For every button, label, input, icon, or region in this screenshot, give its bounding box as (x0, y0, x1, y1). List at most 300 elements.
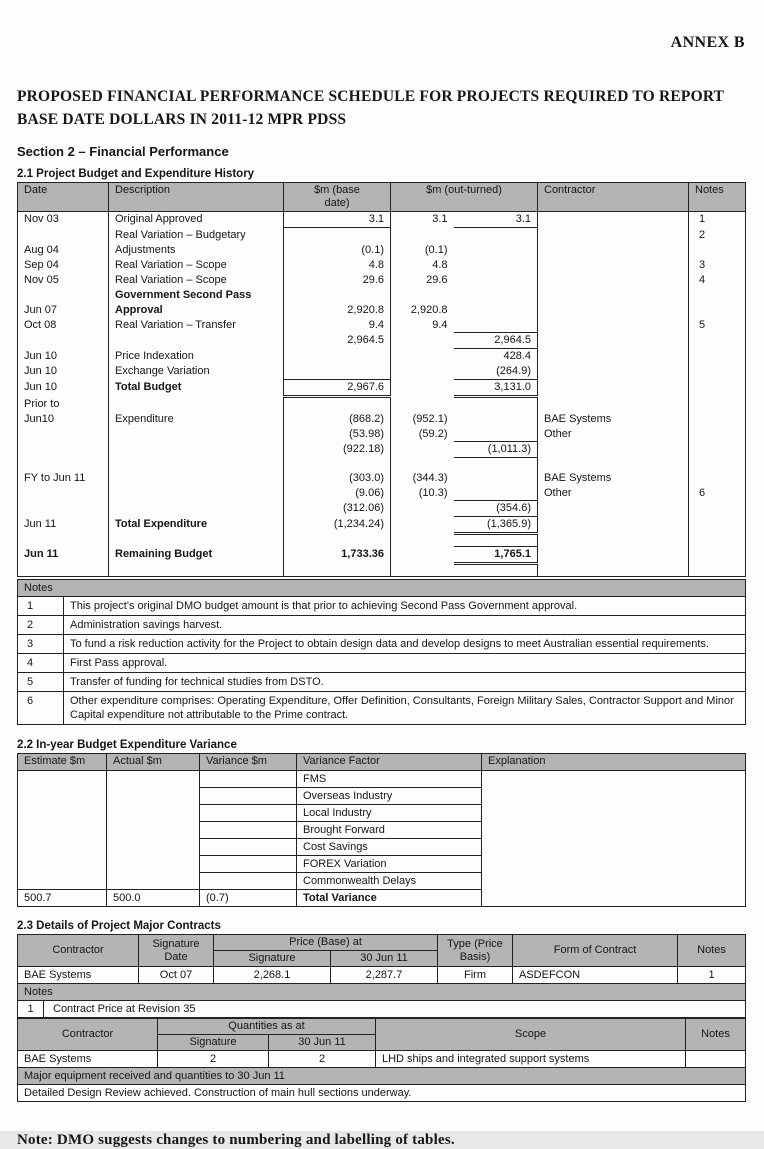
variance-value-cell (200, 839, 297, 856)
budget-history-cell (689, 412, 746, 427)
budget-history-cell (538, 288, 689, 303)
column-header-explanation: Explanation (482, 754, 746, 771)
cell-type: Firm (438, 967, 513, 984)
budget-history-cell (391, 564, 454, 577)
budget-history-row (18, 303, 746, 318)
contracts-price-data-row (18, 967, 746, 984)
budget-history-cell (109, 442, 284, 458)
budget-note-row (18, 635, 746, 654)
budget-history-cell (689, 471, 746, 486)
budget-history-cell (284, 534, 391, 547)
budget-history-cell: FY to Jun 11 (18, 471, 109, 486)
budget-history-row (18, 258, 746, 273)
budget-history-cell (109, 501, 284, 517)
contracts-note-row (18, 1001, 746, 1018)
budget-history-cell: 9.4 (432, 318, 448, 331)
budget-history-cell: Total Budget (109, 380, 284, 397)
budget-history-cell: Other (538, 427, 689, 442)
budget-history-cell: BAE Systems (538, 471, 689, 486)
budget-history-table (17, 182, 746, 577)
notes-band-label: Notes (18, 580, 746, 597)
budget-history-cell: Aug 04 (18, 243, 109, 258)
column-header-out-turned: $m (out-turned) (391, 183, 538, 212)
budget-note-text: Transfer of funding for technical studies from DSTO. (64, 673, 746, 692)
budget-history-cell (689, 547, 746, 564)
budget-history-cell (538, 333, 689, 349)
total-actual-cell: 500.0 (107, 890, 200, 907)
budget-history-cell (18, 427, 109, 442)
budget-history-cell (454, 458, 538, 471)
budget-history-cell: Jun 11 (18, 517, 109, 534)
budget-history-cell: Adjustments (109, 243, 284, 258)
budget-note-text: Administration savings harvest. (64, 616, 746, 635)
contract-note-text: Contract Price at Revision 35 (53, 1003, 196, 1015)
cell-signature-date: Oct 07 (139, 967, 214, 984)
sub-header-30jun11: 30 Jun 11 (331, 951, 438, 967)
budget-history-cell (454, 243, 538, 258)
budget-history-cell: 1,733.36 (284, 547, 391, 564)
budget-note-text: To fund a risk reduction activity for the Project to obtain design data and develop designs to meet Australian essential requirements. (64, 635, 746, 654)
budget-history-cell: (1,365.9) (454, 517, 538, 534)
budget-history-cell: 4 (699, 273, 706, 286)
quantities-header-row1 (18, 1019, 746, 1035)
budget-note-row (18, 692, 746, 725)
budget-history-cell (109, 471, 284, 486)
budget-history-cell (284, 364, 391, 380)
budget-history-cell (689, 380, 746, 397)
explanation-cell (482, 771, 746, 907)
variance-factor-cell: Commonwealth Delays (297, 873, 482, 890)
variance-factor-cell: FMS (297, 771, 482, 788)
budget-history-cell: Prior to (18, 397, 109, 412)
contracts-notes-band-label: Notes (18, 984, 746, 1001)
budget-history-cell (454, 273, 538, 288)
budget-history-row (18, 380, 746, 397)
sub-header-30jun11: 30 Jun 11 (269, 1035, 376, 1051)
budget-history-cell (109, 458, 284, 471)
budget-note-row (18, 616, 746, 635)
budget-history-cell (18, 486, 109, 501)
cell-scope: LHD ships and integrated support systems (376, 1051, 686, 1068)
notes-band-row (18, 580, 746, 597)
budget-history-cell (109, 427, 284, 442)
budget-history-cell: Other (538, 486, 689, 501)
variance-factor-cell: Cost Savings (297, 839, 482, 856)
budget-history-cell (18, 534, 109, 547)
budget-history-cell: (868.2) (284, 412, 391, 427)
budget-history-cell (109, 486, 284, 501)
budget-history-cell: 9.4 (284, 318, 391, 333)
budget-history-cell: Real Variation – Scope (109, 258, 284, 273)
budget-history-cell (284, 397, 391, 412)
budget-history-cell (391, 442, 454, 458)
budget-history-cell: 1 (699, 213, 706, 225)
budget-history-heading: 2.1 Project Budget and Expenditure History (17, 168, 255, 180)
major-equipment-detail-row (18, 1085, 746, 1102)
column-header-scope: Scope (376, 1019, 686, 1051)
total-estimate-cell: 500.7 (18, 890, 107, 907)
column-header-base-date: $m (base date) (284, 183, 391, 212)
section-heading: Section 2 – Financial Performance (17, 144, 229, 159)
column-header-contractor: Contractor (18, 1019, 158, 1051)
column-header-notes: Notes (689, 183, 746, 212)
budget-history-cell (18, 442, 109, 458)
budget-history-cell: (952.1) (412, 412, 448, 425)
budget-history-cell: 6 (699, 486, 706, 499)
budget-history-cell (454, 427, 538, 442)
budget-history-cell: (59.2) (418, 427, 448, 440)
total-variance-cell: (0.7) (200, 890, 297, 907)
budget-note-number: 6 (18, 692, 64, 725)
sub-header-signature: Signature (158, 1035, 269, 1051)
budget-history-cell: 29.6 (284, 273, 391, 288)
budget-history-cell (391, 534, 454, 547)
budget-history-cell: (344.3) (412, 471, 448, 484)
budget-history-row (18, 349, 746, 365)
budget-note-row (18, 597, 746, 616)
budget-history-cell (284, 228, 391, 243)
budget-history-cell (284, 564, 391, 577)
budget-history-cell (18, 288, 109, 303)
budget-history-cell (454, 471, 538, 486)
budget-history-cell: Approval (109, 303, 284, 318)
variance-factor-cell: FOREX Variation (297, 856, 482, 873)
budget-history-cell: 3,131.0 (454, 380, 538, 397)
contract-note (18, 1001, 745, 1017)
contracts-quantities-table (17, 1018, 746, 1102)
budget-notes-table (17, 579, 746, 725)
budget-history-cell: Jun10 (18, 412, 109, 427)
budget-history-cell: (9.06) (284, 486, 391, 501)
budget-history-cell (538, 349, 689, 365)
budget-history-cell (689, 517, 746, 534)
budget-history-cell: Total Expenditure (109, 517, 284, 534)
budget-history-row (18, 442, 746, 458)
budget-history-cell: BAE Systems (538, 412, 689, 427)
budget-history-cell (454, 228, 538, 243)
budget-history-header-row (18, 183, 746, 212)
budget-note-row (18, 673, 746, 692)
budget-history-cell: Real Variation – Budgetary (109, 228, 284, 243)
budget-history-row (18, 486, 746, 501)
budget-history-cell (454, 397, 538, 412)
budget-history-cell: 3.1 (432, 213, 448, 225)
budget-note-text: This project's original DMO budget amount is that prior to achieving Second Pass Government approval. (64, 597, 746, 616)
budget-history-cell: (1,234.24) (284, 517, 391, 534)
budget-history-cell: 2,964.5 (284, 333, 391, 349)
quantities-data-row (18, 1051, 746, 1068)
column-header-date: Date (18, 183, 109, 212)
budget-history-cell (454, 318, 538, 333)
budget-note-text: First Pass approval. (64, 654, 746, 673)
budget-history-cell: 4.8 (284, 258, 391, 273)
budget-history-cell (689, 427, 746, 442)
budget-history-cell: 2,920.8 (284, 303, 391, 318)
budget-history-cell: (1,011.3) (454, 442, 538, 458)
budget-history-row (18, 288, 746, 303)
budget-history-cell (284, 288, 391, 303)
budget-history-cell: (312.06) (284, 501, 391, 517)
variance-factor-cell: Overseas Industry (297, 788, 482, 805)
contracts-price-header-row1 (18, 935, 746, 951)
budget-history-cell (454, 534, 538, 547)
budget-history-cell (538, 228, 689, 243)
budget-history-row (18, 364, 746, 380)
cell-notes: 1 (678, 967, 746, 984)
budget-note-number: 5 (18, 673, 64, 692)
budget-history-cell: Nov 03 (18, 212, 109, 228)
major-equipment-detail-text: Detailed Design Review achieved. Construction of main hull sections underway. (18, 1085, 746, 1102)
budget-history-cell (538, 501, 689, 517)
cell-contractor: BAE Systems (18, 967, 139, 984)
budget-history-row (18, 501, 746, 517)
budget-history-cell (538, 243, 689, 258)
actual-cell (107, 771, 200, 890)
budget-history-cell: Original Approved (109, 212, 284, 228)
budget-history-cell (538, 273, 689, 288)
budget-history-cell (538, 318, 689, 333)
budget-history-cell (109, 397, 284, 412)
contract-note-number: 1 (18, 1001, 44, 1017)
budget-history-cell (454, 258, 538, 273)
variance-value-cell (200, 805, 297, 822)
column-header-notes: Notes (686, 1019, 746, 1051)
budget-history-cell (284, 458, 391, 471)
budget-history-cell (689, 458, 746, 471)
sub-header-signature: Signature (214, 951, 331, 967)
column-header-signature-date: Signature Date (139, 935, 214, 967)
estimate-cell (18, 771, 107, 890)
column-header-actual: Actual $m (107, 754, 200, 771)
cell-contractor: BAE Systems (18, 1051, 158, 1068)
total-variance-label-cell: Total Variance (297, 890, 482, 907)
budget-history-cell (538, 442, 689, 458)
budget-history-cell (689, 288, 746, 303)
budget-history-cell (454, 486, 538, 501)
budget-note-number: 1 (18, 597, 64, 616)
budget-history-cell: 5 (699, 318, 706, 331)
budget-history-cell: 1,765.1 (454, 547, 538, 564)
variance-value-cell (200, 771, 297, 788)
contracts-heading: 2.3 Details of Project Major Contracts (17, 920, 221, 932)
budget-history-row (18, 547, 746, 564)
budget-history-cell (538, 364, 689, 380)
column-header-form-of-contract: Form of Contract (513, 935, 678, 967)
budget-history-cell (18, 228, 109, 243)
budget-history-cell: Sep 04 (18, 258, 109, 273)
budget-history-cell (689, 243, 746, 258)
budget-history-cell: Jun 10 (18, 380, 109, 397)
budget-history-row (18, 471, 746, 486)
cell-notes (686, 1051, 746, 1068)
budget-history-cell: 3.1 (284, 212, 391, 228)
variance-factor-cell: Local Industry (297, 805, 482, 822)
budget-history-cell (391, 380, 454, 397)
budget-history-cell (18, 564, 109, 577)
budget-history-cell: Price Indexation (109, 349, 284, 365)
budget-history-cell (538, 534, 689, 547)
budget-history-row (18, 517, 746, 534)
budget-history-cell (391, 333, 454, 349)
budget-history-cell (538, 380, 689, 397)
budget-history-row (18, 412, 746, 427)
variance-value-cell (200, 788, 297, 805)
major-equipment-band-row (18, 1068, 746, 1085)
budget-history-cell (391, 288, 454, 303)
variance-value-cell (200, 856, 297, 873)
budget-history-cell: (0.1) (284, 243, 391, 258)
budget-note-number: 3 (18, 635, 64, 654)
budget-history-cell (109, 333, 284, 349)
budget-history-cell: (303.0) (284, 471, 391, 486)
budget-history-row (18, 333, 746, 349)
variance-factor-row (18, 771, 746, 788)
budget-history-cell (18, 458, 109, 471)
column-header-variance-factor: Variance Factor (297, 754, 482, 771)
column-header-notes: Notes (678, 935, 746, 967)
budget-history-row (18, 397, 746, 412)
budget-history-cell (689, 397, 746, 412)
budget-history-row (18, 212, 746, 228)
budget-note-number: 4 (18, 654, 64, 673)
column-header-quantities-as-at: Quantities as at (158, 1019, 376, 1035)
budget-history-cell (454, 303, 538, 318)
budget-history-cell (391, 397, 454, 412)
budget-history-cell (538, 458, 689, 471)
budget-history-row (18, 427, 746, 442)
budget-history-cell: Real Variation – Transfer (109, 318, 284, 333)
budget-history-cell (689, 364, 746, 380)
column-header-price-base-at: Price (Base) at (214, 935, 438, 951)
budget-history-cell: Expenditure (109, 412, 284, 427)
budget-history-cell: (53.98) (284, 427, 391, 442)
budget-history-cell (391, 458, 454, 471)
column-header-type-price-basis: Type (Price Basis) (438, 935, 513, 967)
variance-table (17, 753, 746, 907)
budget-history-row (18, 273, 746, 288)
budget-history-cell (454, 564, 538, 577)
cell-price-signature: 2,268.1 (214, 967, 331, 984)
budget-history-row (18, 228, 746, 243)
budget-history-cell: 428.4 (454, 349, 538, 365)
cell-price-30jun: 2,287.7 (331, 967, 438, 984)
budget-history-cell: (922.18) (284, 442, 391, 458)
budget-history-cell: (354.6) (454, 501, 538, 517)
budget-history-cell (538, 564, 689, 577)
cell-form: ASDEFCON (513, 967, 678, 984)
variance-factor-cell: Brought Forward (297, 822, 482, 839)
budget-history-cell: 2,967.6 (284, 380, 391, 397)
budget-history-cell (18, 333, 109, 349)
budget-history-cell: Jun 10 (18, 349, 109, 365)
budget-history-cell (538, 547, 689, 564)
budget-note-number: 2 (18, 616, 64, 635)
budget-history-row (18, 458, 746, 471)
budget-history-cell (538, 303, 689, 318)
column-header-variance: Variance $m (200, 754, 297, 771)
budget-history-cell: Real Variation – Scope (109, 273, 284, 288)
budget-history-cell (538, 258, 689, 273)
column-header-contractor: Contractor (538, 183, 689, 212)
cell-qty-30jun: 2 (269, 1051, 376, 1068)
variance-header-row (18, 754, 746, 771)
budget-history-cell: 2,964.5 (454, 333, 538, 349)
budget-history-cell (391, 547, 454, 564)
major-equipment-band-label: Major equipment received and quantities to 30 Jun 11 (18, 1068, 746, 1085)
budget-history-cell: Nov 05 (18, 273, 109, 288)
document-title-line1: PROPOSED FINANCIAL PERFORMANCE SCHEDULE FOR PROJECTS REQUIRED TO REPORT (17, 88, 725, 105)
document-title (17, 85, 745, 131)
budget-history-cell (391, 228, 454, 243)
contracts-notes-band-row (18, 984, 746, 1001)
budget-history-cell (391, 364, 454, 380)
budget-history-cell: Exchange Variation (109, 364, 284, 380)
variance-value-cell (200, 822, 297, 839)
budget-history-row (18, 564, 746, 577)
budget-note-row (18, 654, 746, 673)
budget-history-cell (689, 333, 746, 349)
budget-history-row (18, 318, 746, 333)
budget-history-cell: Remaining Budget (109, 547, 284, 564)
budget-history-cell: 2 (699, 228, 706, 241)
budget-history-cell: Oct 08 (18, 318, 109, 333)
budget-history-cell (689, 349, 746, 365)
budget-history-cell: Jun 11 (18, 547, 109, 564)
budget-history-cell (538, 517, 689, 534)
budget-history-cell: (10.3) (418, 486, 448, 499)
budget-history-cell: 3.1 (454, 212, 538, 228)
budget-history-cell (538, 212, 689, 228)
document-title-line2: BASE DATE DOLLARS IN 2011-12 MPR PDSS (17, 111, 347, 128)
budget-history-cell: 2,920.8 (410, 303, 448, 316)
column-header-estimate: Estimate $m (18, 754, 107, 771)
budget-history-cell: Government Second Pass (109, 288, 284, 303)
budget-history-cell (391, 517, 454, 534)
budget-history-cell (689, 442, 746, 458)
variance-value-cell (200, 873, 297, 890)
budget-history-cell: 4.8 (432, 258, 448, 271)
budget-history-cell: 29.6 (426, 273, 448, 286)
budget-history-cell (538, 397, 689, 412)
bottom-note: Note: DMO suggests changes to numbering and labelling of tables. (17, 1132, 455, 1148)
contracts-price-table (17, 934, 746, 1018)
budget-history-cell (18, 501, 109, 517)
budget-history-cell (689, 303, 746, 318)
budget-history-cell: (264.9) (454, 364, 538, 380)
budget-history-cell (109, 564, 284, 577)
budget-history-cell (391, 501, 454, 517)
budget-history-cell (284, 349, 391, 365)
budget-history-row (18, 243, 746, 258)
column-header-description: Description (109, 183, 284, 212)
budget-history-cell: Jun 07 (18, 303, 109, 318)
annex-label: ANNEX B (670, 34, 745, 51)
budget-history-cell (454, 412, 538, 427)
budget-history-cell: Jun 10 (18, 364, 109, 380)
budget-note-text: Other expenditure comprises: Operating Expenditure, Offer Definition, Consultants, Foreign Military Sales, Contractor Support and Minor Capital expenditure not attributable to the Prime contract. (64, 692, 746, 725)
budget-history-cell (689, 534, 746, 547)
budget-history-row (18, 534, 746, 547)
column-header-contractor: Contractor (18, 935, 139, 967)
budget-history-cell (391, 349, 454, 365)
budget-history-cell (109, 534, 284, 547)
cell-qty-signature: 2 (158, 1051, 269, 1068)
variance-heading: 2.2 In-year Budget Expenditure Variance (17, 739, 237, 751)
budget-history-cell (454, 288, 538, 303)
budget-history-cell: 3 (699, 258, 706, 271)
budget-history-cell: (0.1) (424, 243, 448, 256)
budget-history-cell (689, 501, 746, 517)
